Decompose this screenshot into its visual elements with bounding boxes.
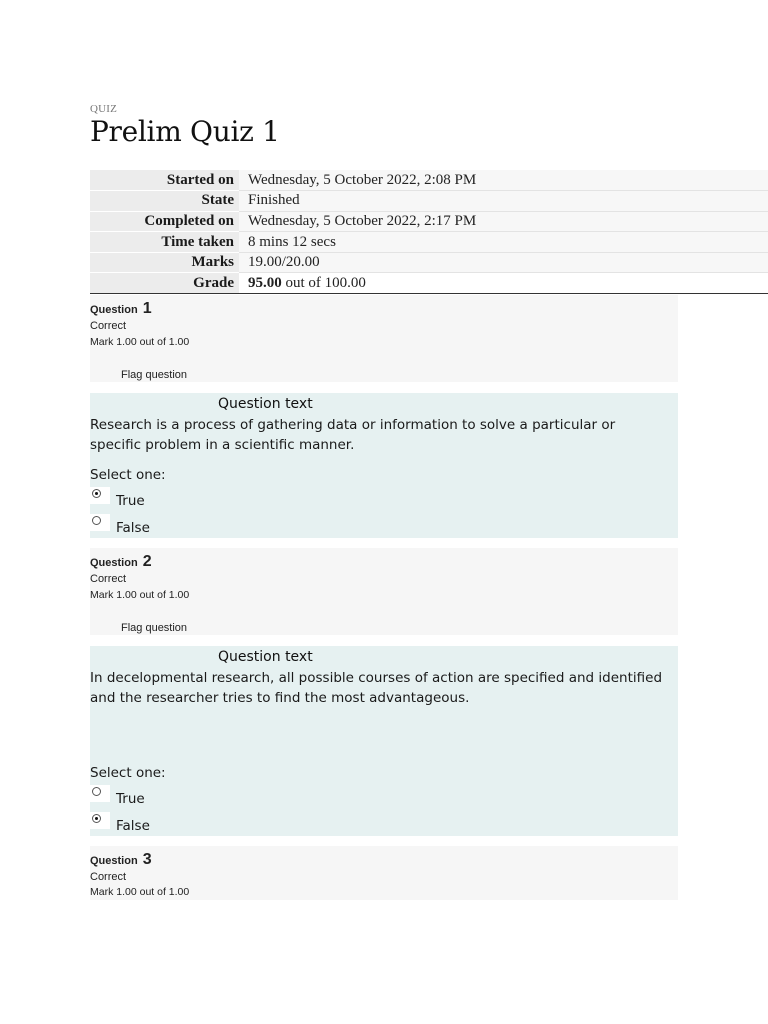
answer-label: True xyxy=(116,791,145,807)
radio-box xyxy=(90,487,110,504)
radio-checked-icon[interactable] xyxy=(92,814,101,823)
question-1-info xyxy=(90,295,678,382)
summary-value: 19.00/20.00 xyxy=(239,252,768,273)
grade-score: 95.00 xyxy=(248,274,282,291)
question-number-value: 1 xyxy=(142,300,152,317)
answer-option-true[interactable] xyxy=(90,487,210,511)
radio-box xyxy=(90,514,110,531)
summary-label: Marks xyxy=(90,252,239,273)
question-number-value: 3 xyxy=(142,851,152,868)
question-number xyxy=(90,553,152,571)
question-grade: Mark 1.00 out of 1.00 xyxy=(90,886,190,898)
select-one-label: Select one: xyxy=(90,765,166,781)
summary-row-started xyxy=(90,170,768,191)
answer-label: True xyxy=(116,493,145,509)
question-grade: Mark 1.00 out of 1.00 xyxy=(90,589,190,601)
question-state: Correct xyxy=(90,871,127,883)
question-prefix: Question xyxy=(90,304,138,316)
answer-option-true[interactable] xyxy=(90,785,210,809)
summary-label: Grade xyxy=(90,273,239,294)
question-text: In decelopmental research, all possible courses of action are specified and identified and the researcher tries to find the most advantageous. xyxy=(90,670,663,706)
question-2-info xyxy=(90,548,678,635)
question-prefix: Question xyxy=(90,855,138,867)
question-number xyxy=(90,851,152,869)
question-1-content xyxy=(90,393,678,538)
question-number-value: 2 xyxy=(142,553,152,570)
summary-value xyxy=(239,273,768,294)
answer-label: False xyxy=(116,818,150,834)
answer-option-false[interactable] xyxy=(90,514,210,538)
question-2-content xyxy=(90,646,678,836)
question-grade: Mark 1.00 out of 1.00 xyxy=(90,336,190,348)
flag-question-link[interactable]: Flag question xyxy=(121,369,188,381)
summary-row-time-taken xyxy=(90,232,768,253)
radio-box xyxy=(90,785,110,802)
question-number xyxy=(90,300,152,318)
summary-row-completed xyxy=(90,211,768,232)
radio-unchecked-icon[interactable] xyxy=(92,787,101,796)
summary-value: 8 mins 12 secs xyxy=(239,232,768,253)
question-text-heading: Question text xyxy=(218,649,313,665)
page-title: Prelim Quiz 1 xyxy=(90,115,280,148)
attempt-summary-table xyxy=(90,170,768,294)
flag-question-link[interactable]: Flag question xyxy=(121,622,188,634)
grade-out-of: out of 100.00 xyxy=(281,274,366,291)
summary-row-marks xyxy=(90,252,768,273)
summary-label: Completed on xyxy=(90,211,239,232)
question-text-heading: Question text xyxy=(218,396,313,412)
question-prefix: Question xyxy=(90,557,138,569)
summary-value: Wednesday, 5 October 2022, 2:08 PM xyxy=(239,170,768,191)
radio-checked-icon[interactable] xyxy=(92,489,101,498)
question-text: Research is a process of gathering data or information to solve a particular or specific problem in a scientific manner. xyxy=(90,417,616,453)
answer-option-false[interactable] xyxy=(90,812,210,836)
select-one-label: Select one: xyxy=(90,467,166,483)
question-state: Correct xyxy=(90,573,127,585)
radio-unchecked-icon[interactable] xyxy=(92,516,101,525)
summary-value: Wednesday, 5 October 2022, 2:17 PM xyxy=(239,211,768,232)
answer-label: False xyxy=(116,520,150,536)
summary-divider xyxy=(90,293,678,294)
question-state: Correct xyxy=(90,320,127,332)
summary-value: Finished xyxy=(239,191,768,212)
question-3-info xyxy=(90,846,678,900)
summary-label: Started on xyxy=(90,170,239,191)
summary-row-grade xyxy=(90,273,768,294)
summary-row-state xyxy=(90,191,768,212)
quiz-breadcrumb: QUIZ xyxy=(90,103,118,115)
radio-box xyxy=(90,812,110,829)
summary-label: Time taken xyxy=(90,232,239,253)
summary-label: State xyxy=(90,191,239,212)
